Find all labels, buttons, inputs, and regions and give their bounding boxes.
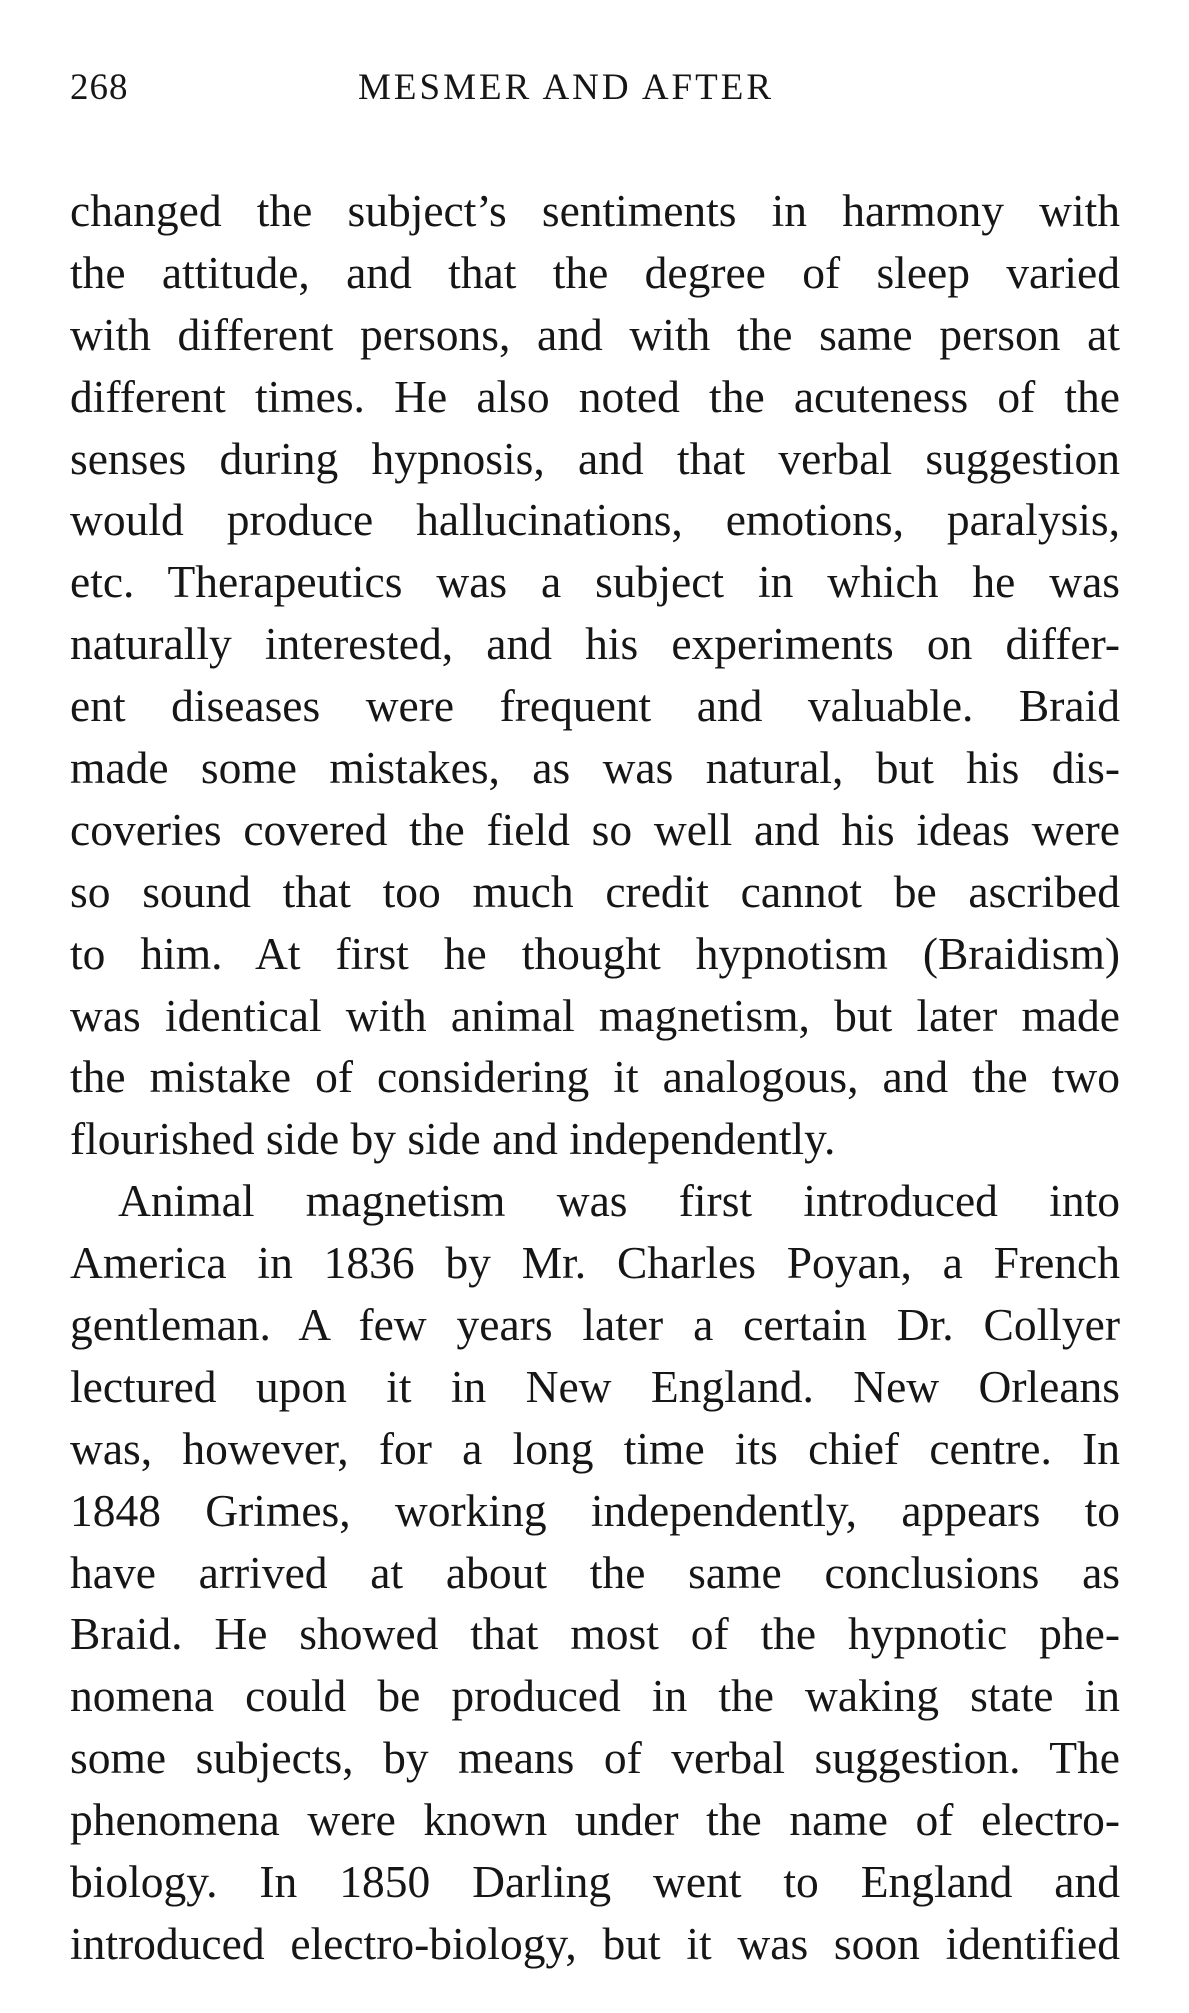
text-line: 1848 Grimes, working independently, appears to [70,1484,1120,1536]
book-page [70,58,1120,1975]
text-line: was identical with animal magnetism, but later made [70,989,1120,1041]
running-title: MESMER AND AFTER [358,67,775,108]
text-line: made some mistakes, as was natural, but his dis- [70,742,1120,794]
paragraph-1 [70,180,1120,1170]
text-line: naturally interested, and his experiments on differ- [70,618,1120,670]
text-line: phenomena were known under the name of electro- [70,1794,1120,1846]
text-line: gentleman. A few years later a certain Dr. Collyer [70,1299,1120,1351]
text-line: have arrived at about the same conclusions as [70,1546,1120,1598]
text-line: senses during hypnosis, and that verbal suggestion [70,432,1120,484]
page-number: 268 [70,67,129,108]
text-line: the mistake of considering it analogous, and the two [70,1051,1120,1103]
text-line: ent diseases were frequent and valuable. Braid [70,680,1120,732]
text-line: so sound that too much credit cannot be ascribed [70,865,1120,917]
text-line: Animal magnetism was first introduced into [118,1175,1120,1227]
text-line: etc. Therapeutics was a subject in which he was [70,556,1120,608]
text-line: the attitude, and that the degree of sleep varied [70,246,1120,298]
text-line: different times. He also noted the acuteness of the [70,370,1120,422]
text-line: changed the subject’s sentiments in harmony with [70,185,1120,236]
running-head [70,58,1120,118]
body-text [70,180,1120,1975]
text-line: lectured upon it in New England. New Orleans [70,1360,1120,1412]
text-line: would produce hallucinations, emotions, paralysis, [70,494,1120,546]
text-line: nomena could be produced in the waking state in [70,1670,1120,1722]
text-line: some subjects, by means of verbal suggestion. The [70,1732,1120,1784]
text-line: flourished side by side and independently. [70,1113,836,1165]
text-line: Braid. He showed that most of the hypnotic phe- [70,1608,1120,1660]
text-line: coveries covered the field so well and his ideas were [70,803,1120,855]
paragraph-2 [70,1170,1120,1975]
text-line: introduced electro-biology, but it was soon identified [70,1917,1120,1969]
text-line: was, however, for a long time its chief centre. In [70,1422,1120,1474]
text-line: to him. At first he thought hypnotism (Braidism) [70,927,1120,979]
text-line: biology. In 1850 Darling went to England and [70,1856,1120,1908]
text-line: with different persons, and with the same person at [70,308,1120,360]
text-line: America in 1836 by Mr. Charles Poyan, a French [70,1237,1120,1289]
